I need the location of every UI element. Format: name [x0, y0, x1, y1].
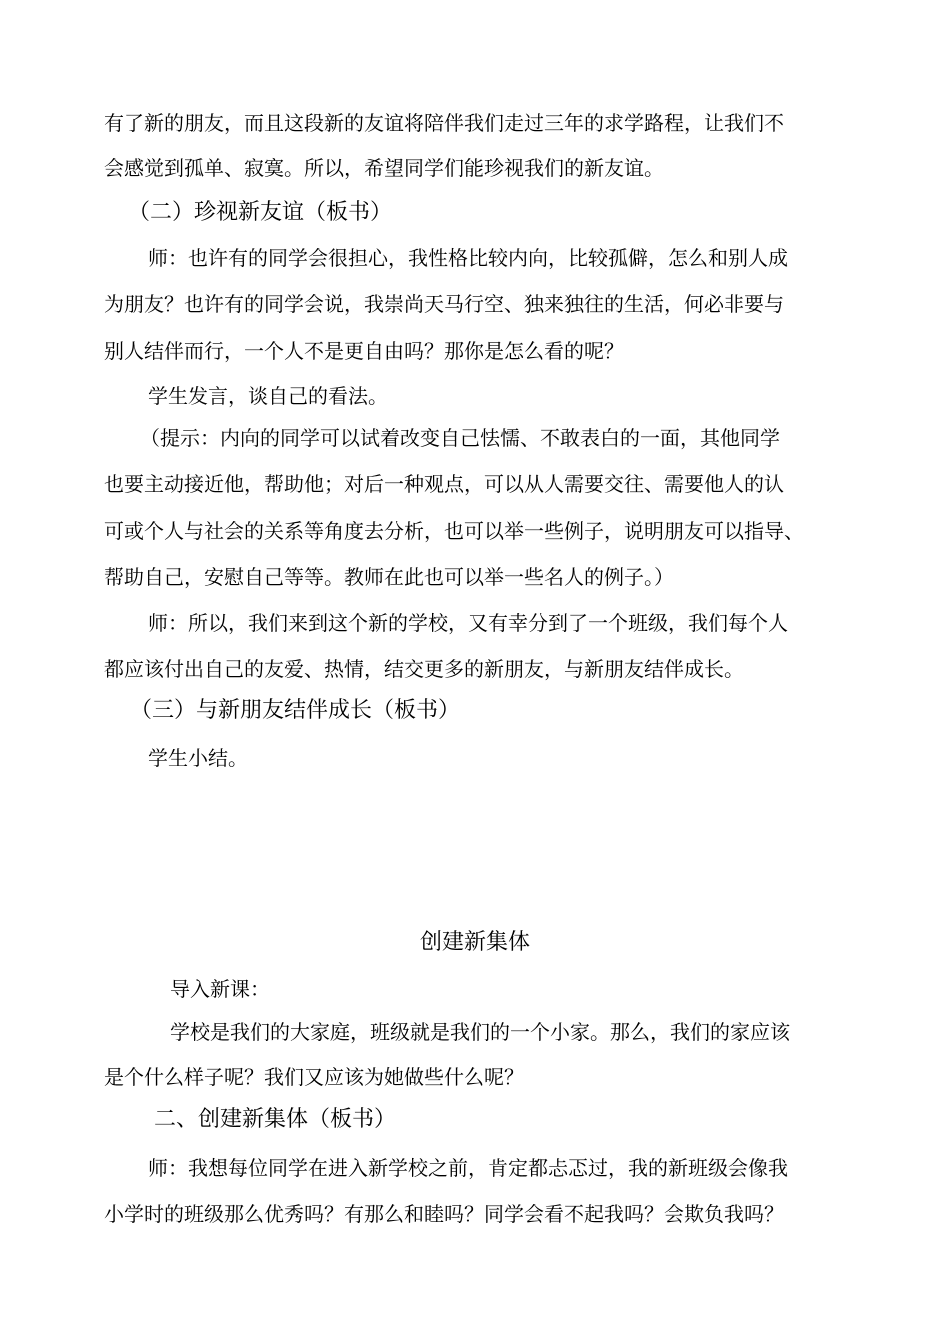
- paragraph-line: 有了新的朋友，而且这段新的友谊将陪伴我们走过三年的求学路程，让我们不: [104, 111, 784, 135]
- paragraph-line: 师：也许有的同学会很担心，我性格比较内向，比较孤僻，怎么和别人成: [148, 246, 788, 270]
- paragraph-line: 小学时的班级那么优秀吗？有那么和睦吗？同学会看不起我吗？会欺负我吗？: [104, 1202, 784, 1226]
- paragraph-line: 都应该付出自己的友爱、热情，结交更多的新朋友，与新朋友结伴成长。: [104, 657, 744, 681]
- paragraph-line: 学生发言，谈自己的看法。: [148, 384, 388, 408]
- paragraph-line: 会感觉到孤单、寂寞。所以，希望同学们能珍视我们的新友谊。: [104, 156, 664, 180]
- page-title: 创建新集体: [419, 930, 530, 955]
- paragraph-line: 学校是我们的大家庭，班级就是我们的一个小家。那么，我们的家应该: [170, 1020, 790, 1044]
- paragraph-line: 是个什么样子呢？我们又应该为她做些什么呢？: [104, 1065, 524, 1089]
- paragraph-line: 可或个人与社会的关系等角度去分析，也可以举一些例子，说明朋友可以指导、: [104, 519, 804, 543]
- paragraph-line: 也要主动接近他，帮助他；对后一种观点，可以从人需要交往、需要他人的认: [104, 472, 784, 496]
- paragraph-line: 学生小结。: [148, 746, 248, 770]
- section-heading: （二）珍视新友谊（板书）: [128, 200, 393, 225]
- paragraph-line: 帮助自己，安慰自己等等。教师在此也可以举一些名人的例子。）: [104, 565, 674, 589]
- paragraph-line: 师：我想每位同学在进入新学校之前，肯定都忐忑过，我的新班级会像我: [148, 1156, 788, 1180]
- section-heading: 二、创建新集体（板书）: [154, 1107, 397, 1132]
- paragraph-line: 师：所以，我们来到这个新的学校，又有幸分到了一个班级，我们每个人: [148, 611, 788, 635]
- intro-label: 导入新课：: [170, 977, 270, 1001]
- paragraph-line: 为朋友？也许有的同学会说，我崇尚天马行空、独来独往的生活，何必非要与: [104, 292, 784, 316]
- paragraph-line: （提示：内向的同学可以试着改变自己怯懦、不敢表白的一面，其他同学: [140, 426, 780, 450]
- section-heading: （三）与新朋友结伴成长（板书）: [130, 698, 461, 723]
- paragraph-line: 别人结伴而行，一个人不是更自由吗？那你是怎么看的呢？: [104, 339, 624, 363]
